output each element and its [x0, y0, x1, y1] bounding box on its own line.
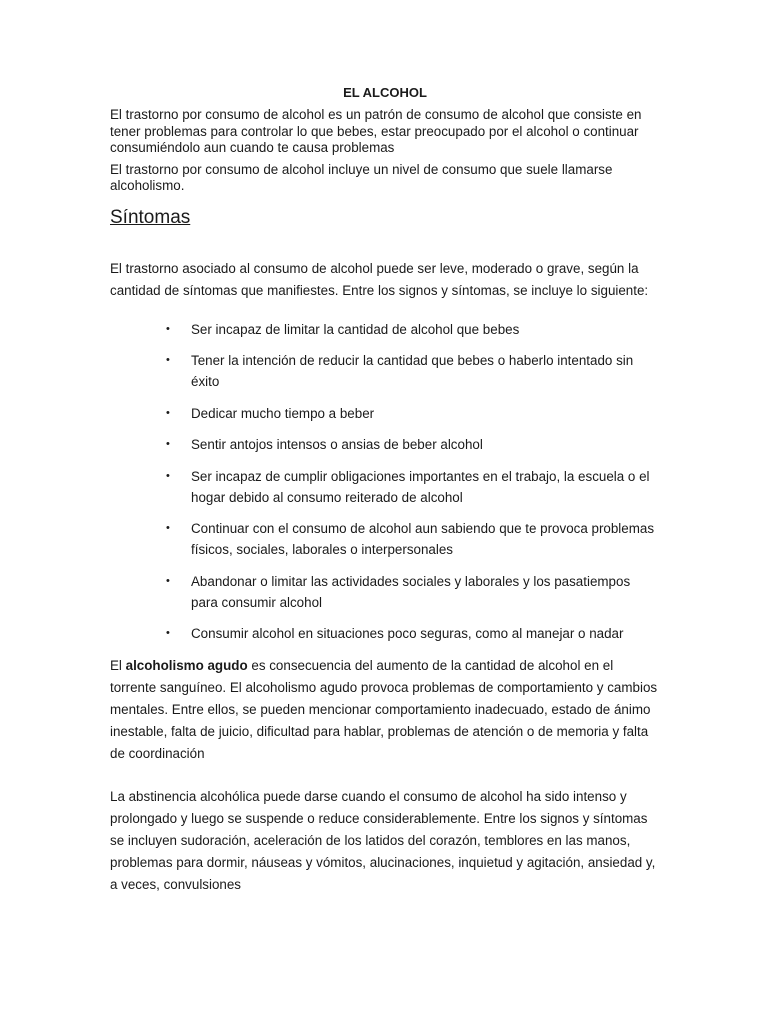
bullet-icon: •: [166, 354, 170, 366]
section-heading-sintomas: Síntomas: [110, 206, 191, 228]
list-item-text: Tener la intención de reducir la cantidad que bebes o haberlo intentado sin éxito: [191, 353, 634, 389]
list-item-text: Sentir antojos intensos o ansias de beber alcohol: [191, 437, 483, 452]
list-item: [166, 466, 660, 508]
list-item: [166, 571, 660, 613]
list-item: [166, 403, 660, 424]
list-item-text: Dedicar mucho tiempo a beber: [191, 405, 375, 421]
bullet-icon: •: [166, 627, 170, 639]
document-page: [110, 84, 660, 896]
abstinencia-paragraph: La abstinencia alcohólica puede darse cuando el consumo de alcohol ha sido intenso y prolongado y luego se suspende o reduce considerablemente. Entre los signos y síntomas se incluyen sudoración, aceleración de los latidos del corazón, temblores en las manos, problemas para dormir, náuseas y vómitos, alucinaciones, inquietud y agitación, ansiedad y, a veces, convulsiones: [110, 788, 656, 892]
list-item-text: Consumir alcohol en situaciones poco seguras, como al manejar o nadar: [191, 626, 624, 641]
bullet-icon: •: [166, 574, 170, 587]
list-item: [166, 350, 660, 392]
agudo-bold-term: alcoholismo agudo: [125, 657, 248, 673]
agudo-rest: es consecuencia del aumento de la cantidad de alcohol en el torrente sanguíneo. El alcoholismo agudo provoca problemas de comportamiento y cambios mentales. Entre ellos, se pueden mencionar comportamiento inadecuado, estado de ánimo inestable, falta de juicio, dificultad para hablar, problemas de atención o de memoria y falta de coordinación: [110, 657, 658, 761]
symptoms-intro-paragraph: El trastorno asociado al consumo de alcohol puede ser leve, moderado o grave, según la cantidad de síntomas que manifiestes. Entre los signos y síntomas, se incluye lo siguiente:: [110, 260, 649, 298]
bullet-icon: •: [166, 469, 170, 482]
list-item-text: Ser incapaz de limitar la cantidad de alcohol que bebes: [191, 321, 520, 337]
list-item-text: Ser incapaz de cumplir obligaciones importantes en el trabajo, la escuela o el hogar debido al consumo reiterado de alcohol: [191, 468, 650, 505]
bullet-icon: •: [166, 522, 170, 534]
bullet-icon: •: [166, 438, 170, 450]
list-item: [166, 319, 660, 340]
symptoms-list: [110, 319, 660, 645]
alcoholismo-agudo-paragraph: [110, 655, 660, 765]
list-item-text: Abandonar o limitar las actividades sociales y laborales y los pasatiempos para consumir alcohol: [191, 573, 631, 610]
list-item-text: Continuar con el consumo de alcohol aun sabiendo que te provoca problemas físicos, sociales, laborales o interpersonales: [191, 521, 655, 557]
intro-paragraph-1: El trastorno por consumo de alcohol es un patrón de consumo de alcohol que consiste en tener problemas para controlar lo que bebes, estar preocupado por el alcohol o continuar consumiéndolo aun cuando te causa problemas: [110, 107, 642, 155]
document-title: EL ALCOHOL: [343, 85, 427, 100]
intro-paragraph-2: El trastorno por consumo de alcohol incluye un nivel de consumo que suele llamarse alcoholismo.: [110, 161, 613, 193]
bullet-icon: •: [166, 406, 170, 419]
list-item: [166, 518, 660, 560]
list-item: [166, 623, 660, 644]
bullet-icon: •: [166, 322, 170, 335]
list-item: [166, 434, 660, 455]
agudo-prefix: El: [110, 657, 126, 673]
